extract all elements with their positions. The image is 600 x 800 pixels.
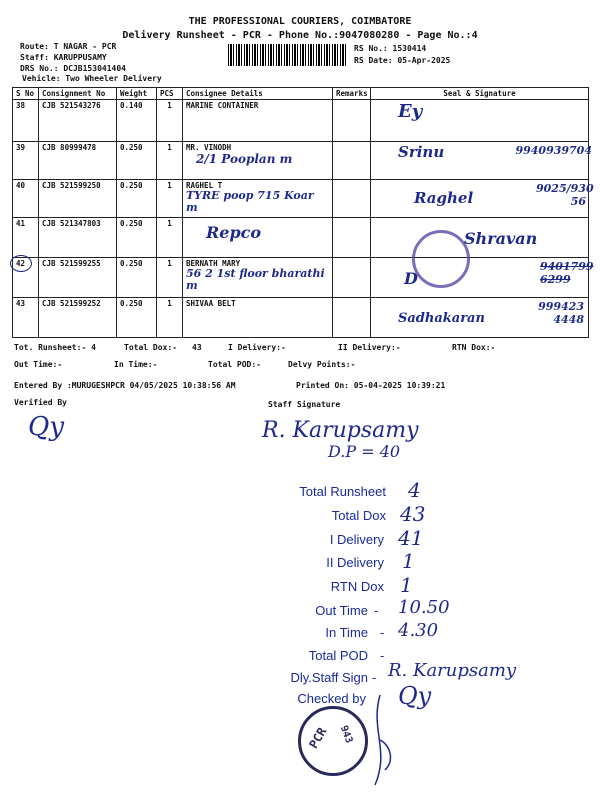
cell-sno: 42	[13, 258, 39, 298]
cell-consignee: SHIVAA BELT	[183, 298, 333, 338]
cell-pcs: 1	[157, 180, 183, 218]
summary-label: Total POD	[308, 648, 368, 663]
row-signature: Raghel	[414, 189, 474, 207]
pen-stroke	[360, 690, 400, 790]
ii-delivery: II Delivery:-	[338, 343, 401, 352]
rs-date: RS Date: 05-Apr-2025	[354, 56, 451, 65]
stamp-number: 943	[337, 724, 355, 745]
summary-label: Total Dox	[331, 508, 386, 523]
rtn-dox: RTN Dox:-	[452, 343, 496, 352]
table-row	[13, 100, 589, 142]
summary-label: RTN Dox	[330, 579, 384, 594]
table-row	[13, 258, 589, 298]
row-signature: Sadhakaran	[398, 311, 485, 326]
delivery-points-note: D.P = 40	[328, 442, 401, 461]
barcode	[228, 44, 346, 66]
table-row	[13, 142, 589, 180]
verified-by: Verified By	[14, 398, 67, 407]
cell-weight: 0.250	[117, 142, 157, 180]
summary-dash: -	[372, 670, 377, 685]
drs-no: DRS No.: DCJB153041404	[20, 64, 126, 73]
table-row	[13, 180, 589, 218]
route: Route: T NAGAR - PCR	[20, 42, 117, 51]
printed-on: Printed On: 05-04-2025 10:39:21	[296, 381, 446, 390]
summary-dash: -	[380, 625, 385, 640]
summary-value: 1	[402, 549, 415, 573]
out-time: Out Time:-	[14, 360, 63, 369]
total-pod: Total POD:-	[208, 360, 261, 369]
cell-cons: CJB 80999478	[39, 142, 117, 180]
cell-weight: 0.250	[117, 258, 157, 298]
summary-label: Total Runsheet	[299, 484, 386, 499]
cell-remarks	[333, 298, 371, 338]
staff-signature: R. Karupsamy	[262, 418, 419, 443]
company-stamp	[412, 230, 470, 288]
col-consignment: Consignment No	[39, 88, 117, 100]
summary-value: 4.30	[398, 620, 439, 641]
delvy-points: Delvy Points:-	[288, 360, 356, 369]
cell-remarks	[333, 180, 371, 218]
summary-value: 4	[408, 478, 421, 502]
cell-sno: 38	[13, 100, 39, 142]
table-row	[13, 298, 589, 338]
cell-sno: 43	[13, 298, 39, 338]
row-phone: 9940939704	[515, 144, 592, 157]
cell-seal	[371, 142, 592, 180]
company-name: THE PROFESSIONAL COURIERS, COIMBATORE	[188, 16, 412, 27]
table-header-row	[13, 88, 589, 100]
row-signature: D	[404, 269, 418, 288]
cell-remarks	[333, 218, 371, 258]
staff-signature-label: Staff Signature	[268, 400, 341, 409]
summary-value: R. Karupsamy	[388, 660, 517, 681]
cell-pcs: 1	[157, 142, 183, 180]
circle-mark	[10, 255, 32, 272]
cell-pcs: 1	[157, 218, 183, 258]
cell-consignee: Repco	[183, 218, 333, 258]
cell-consignee: MARINE CONTAINER	[183, 100, 333, 142]
rs-no: RS No.: 1530414	[354, 44, 427, 53]
summary-value: 43	[400, 502, 426, 526]
cell-remarks	[333, 258, 371, 298]
cell-pcs: 1	[157, 298, 183, 338]
cell-seal	[371, 100, 589, 142]
row-phone: 9025/930 56	[536, 182, 594, 208]
col-consignee: Consignee Details	[183, 88, 333, 100]
tot-runsheet: Tot. Runsheet:- 4	[14, 343, 96, 352]
cell-sno: 39	[13, 142, 39, 180]
col-remarks: Remarks	[333, 88, 371, 100]
vehicle: Vehicle: Two Wheeler Delivery	[22, 74, 162, 83]
summary-value: 1	[400, 573, 413, 597]
col-weight: Weight	[117, 88, 157, 100]
cell-cons: CJB 521347803	[39, 218, 117, 258]
summary-label: II Delivery	[326, 555, 384, 570]
cell-sno: 40	[13, 180, 39, 218]
cell-cons: CJB 521543276	[39, 100, 117, 142]
summary-label: Dly.Staff Sign	[290, 670, 368, 685]
cell-weight: 0.140	[117, 100, 157, 142]
summary-value: Qy	[398, 682, 432, 710]
cell-pcs: 1	[157, 258, 183, 298]
cell-weight: 0.250	[117, 180, 157, 218]
i-delivery: I Delivery:-	[228, 343, 286, 352]
cell-seal	[371, 180, 594, 218]
summary-dash: -	[374, 603, 379, 618]
col-pcs: PCS	[157, 88, 183, 100]
cell-consignee: RAGHEL T TYRE poop 715 Koar m	[183, 180, 333, 218]
row-signature: Ey	[398, 101, 423, 122]
summary-dash: -	[380, 648, 385, 663]
pcr-stamp	[298, 706, 368, 776]
col-sno: S No	[13, 88, 39, 100]
total-dox-value: 43	[192, 343, 202, 352]
entered-by: Entered By :MURUGESHPCR 04/05/2025 10:38:56 AM	[14, 381, 236, 390]
cell-consignee: MR. VINODH 2/1 Pooplan m	[183, 142, 333, 180]
in-time: In Time:-	[114, 360, 158, 369]
cell-consignee: BERNATH MARY 56 2 1st floor bharathi m	[183, 258, 333, 298]
table-row	[13, 218, 589, 258]
cell-cons: CJB 521599250	[39, 180, 117, 218]
row-signature: Shravan	[464, 229, 538, 248]
row-phone: 9401799 6299	[540, 260, 594, 286]
cell-seal	[371, 258, 594, 298]
staff: Staff: KARUPPUSAMY	[20, 53, 107, 62]
cell-sno: 41	[13, 218, 39, 258]
row-phone: 999423 4448	[538, 300, 584, 326]
cell-seal	[371, 218, 589, 258]
stamp-text: PCR	[306, 725, 330, 751]
row-signature: Srinu	[398, 143, 445, 161]
cell-remarks	[333, 142, 371, 180]
summary-label: I Delivery	[329, 532, 384, 547]
cell-weight: 0.250	[117, 218, 157, 258]
cell-pcs: 1	[157, 100, 183, 142]
summary-value: 41	[398, 526, 424, 550]
cell-cons: CJB 521599255	[39, 258, 117, 298]
summary-label: In Time	[325, 625, 368, 640]
verifier-signature: Qy	[28, 412, 65, 442]
cell-seal	[371, 298, 589, 338]
cell-weight: 0.250	[117, 298, 157, 338]
cell-remarks	[333, 100, 371, 142]
total-dox-label: Total Dox:-	[124, 343, 177, 352]
consignment-table	[12, 87, 594, 338]
summary-value: 10.50	[398, 597, 450, 618]
runsheet-title: Delivery Runsheet - PCR - Phone No.:9047080280 - Page No.:4	[122, 30, 478, 41]
cell-cons: CJB 521599252	[39, 298, 117, 338]
summary-label: Out Time	[315, 603, 368, 618]
summary-label: Checked by	[297, 691, 366, 706]
col-seal: Seal & Signature	[371, 88, 589, 100]
